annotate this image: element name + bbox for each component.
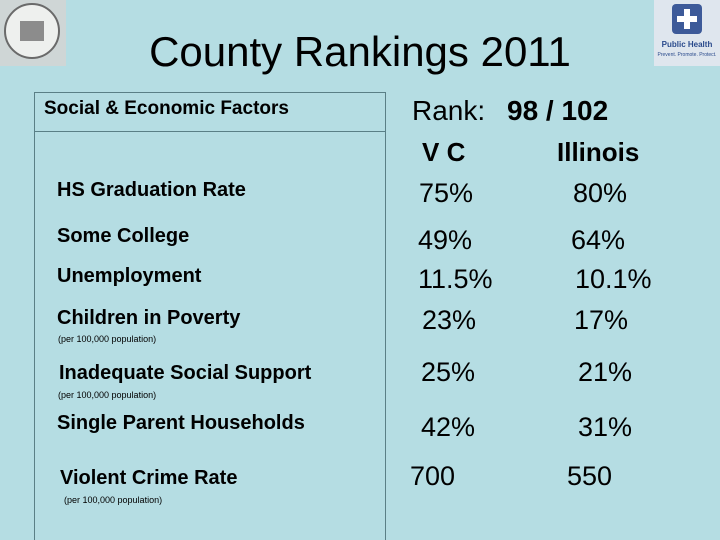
- row-label-single-parent: Single Parent Households: [57, 412, 305, 434]
- row-label-hs-graduation: HS Graduation Rate: [57, 179, 246, 201]
- rank-label: Rank:: [412, 95, 486, 126]
- row-value-vc-single-parent: 42%: [421, 412, 476, 442]
- row-value-il-violent-crime: 550: [567, 461, 613, 491]
- category-header: Social & Economic Factors: [44, 98, 289, 119]
- row-value-vc-unemployment: 11.5%: [418, 264, 493, 294]
- row-value-vc-children-poverty: 23%: [422, 305, 477, 335]
- row-note-violent-crime: (per 100,000 population): [64, 495, 163, 505]
- row-value-il-social-support: 21%: [578, 357, 633, 387]
- slide-title: County Rankings 2011: [149, 28, 571, 75]
- column-header-vc: V C: [422, 137, 466, 167]
- row-value-il-hs-graduation: 80%: [573, 178, 628, 208]
- row-label-violent-crime: Violent Crime Rate: [60, 467, 238, 489]
- public-health-logo-subtext: Prevent. Promote. Protect.: [657, 52, 717, 58]
- row-note-children-poverty: (per 100,000 population): [58, 334, 157, 344]
- rank-value: 98 / 102: [507, 95, 609, 126]
- row-value-vc-some-college: 49%: [418, 225, 473, 255]
- row-value-il-single-parent: 31%: [578, 412, 633, 442]
- row-label-some-college: Some College: [57, 225, 190, 247]
- row-value-vc-violent-crime: 700: [410, 461, 456, 491]
- row-value-il-some-college: 64%: [571, 225, 626, 255]
- row-label-social-support: Inadequate Social Support: [59, 362, 312, 384]
- row-label-children-poverty: Children in Poverty: [57, 307, 241, 329]
- public-health-logo-text: Public Health: [661, 40, 713, 49]
- row-value-il-unemployment: 10.1%: [575, 264, 652, 294]
- row-value-vc-hs-graduation: 75%: [419, 178, 474, 208]
- column-header-illinois: Illinois: [557, 137, 640, 167]
- row-value-vc-social-support: 25%: [421, 357, 476, 387]
- row-value-il-children-poverty: 17%: [574, 305, 629, 335]
- row-note-social-support: (per 100,000 population): [58, 390, 157, 400]
- row-label-unemployment: Unemployment: [57, 265, 202, 287]
